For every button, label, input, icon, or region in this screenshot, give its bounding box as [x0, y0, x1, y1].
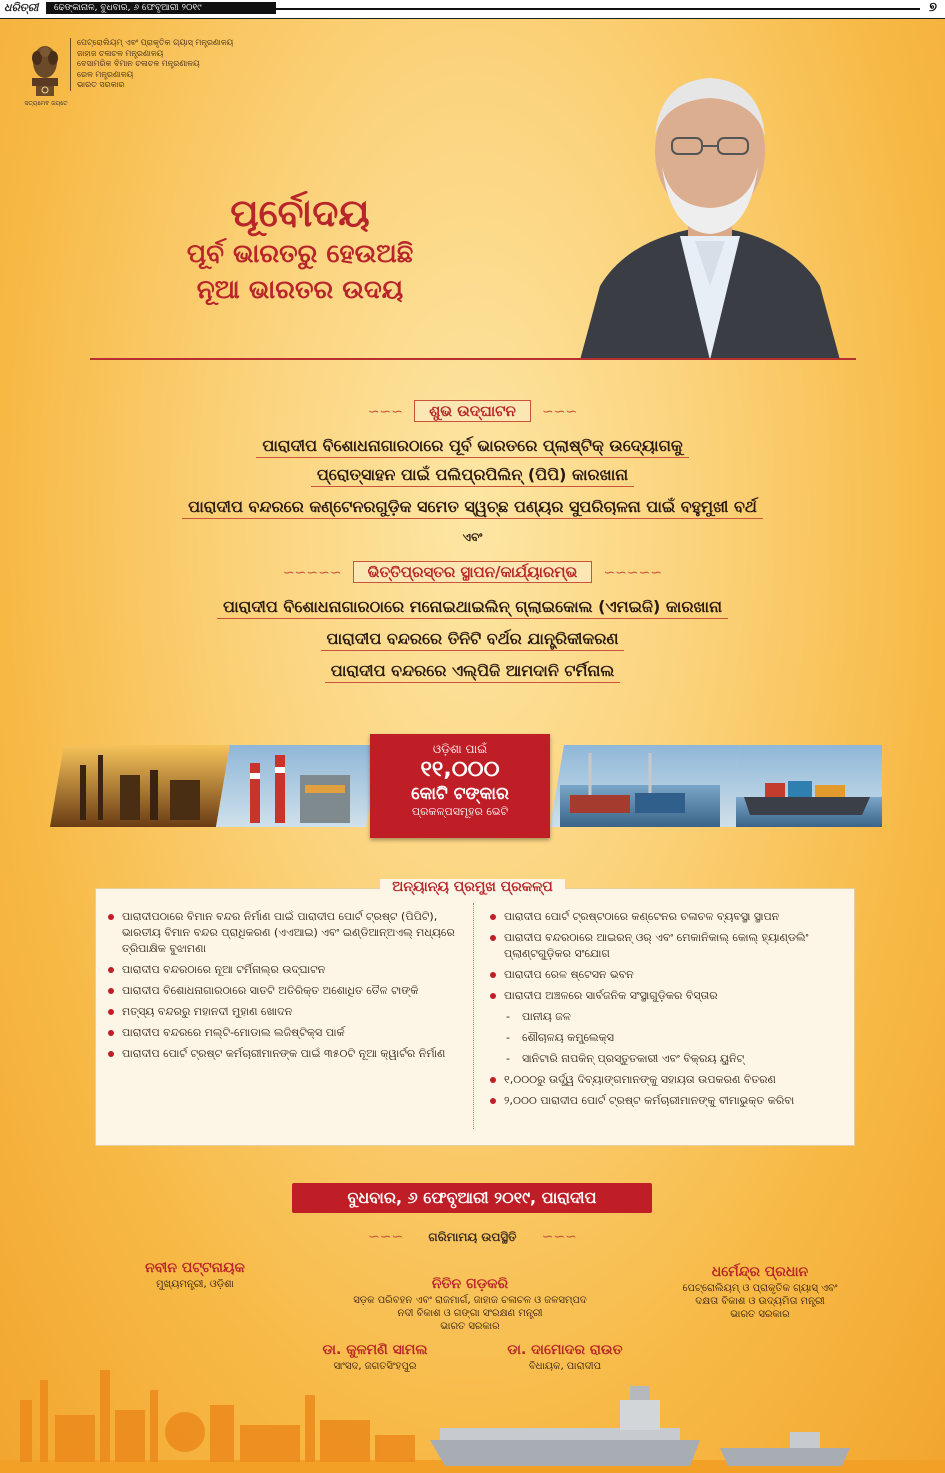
highlight-amount: ୧୧,୦୦୦ — [420, 757, 500, 782]
guest-card — [290, 1274, 650, 1333]
guest-role: ଭାରତ ସରକାର — [440, 1321, 500, 1332]
swirl-left-icon: ∽∽∽ — [367, 403, 404, 420]
guest-role: ଦକ୍ଷତା ବିକାଶ ଓ ଉଦ୍ୟମିତା ମନ୍ତ୍ରୀ — [695, 1296, 825, 1307]
guest-name: ଡା. କୁଳମଣି ସାମଲ — [322, 1342, 428, 1358]
inauguration-line-text: ପାରାଦୀପ ବନ୍ଦରରେ କଣ୍ଟେନରଗୁଡ଼ିକ ସମେତ ସ୍ୱଚ୍ଛ ପଣ୍ୟର ସୁପରିଚାଳନା ପାଇଁ ବହୁମୁଖୀ ବର୍ଥ — [182, 497, 763, 519]
headline-line-2: ପୂର୍ବ ଭାରତରୁ ହେଉଅଛି — [186, 239, 414, 269]
projects-right-column — [486, 909, 846, 1114]
list-item: ୧,୦୦୦ରୁ ଉର୍ଦ୍ଧ୍ୱ ଦିବ୍ୟାଙ୍ଗମାନଙ୍କୁ ସହାୟତା ଉପକରଣ ବିତରଣ — [486, 1072, 846, 1088]
dateline: ଢେଙ୍କାନାଳ, ବୁଧବାର, ୬ ଫେବୃଆରୀ ୨୦୧୯ — [46, 2, 276, 14]
dignitaries-heading — [0, 1226, 945, 1246]
prime-minister-photo — [560, 56, 860, 360]
highlight-line-1: ଓଡ଼ିଶା ପାଇଁ — [432, 742, 488, 756]
page-number: ୭ — [929, 0, 937, 15]
list-item: ପାରାଦୀପ ପୋର୍ଟ ଟ୍ରଷ୍ଟଠାରେ କଣ୍ଟେନର ଚଳାଚଳ ବ୍ୟବସ୍ଥା ସ୍ଥାପନ — [486, 909, 846, 925]
guest-role: ମୁଖ୍ୟମନ୍ତ୍ରୀ, ଓଡ଼ିଶା — [156, 1279, 234, 1290]
investment-highlight — [370, 734, 550, 838]
ministry-line: ପେଟ୍ରୋଲିୟମ୍ ଏବଂ ପ୍ରାକୃତିକ ଗ୍ୟାସ୍ ମନ୍ତ୍ରଣାଳୟ — [77, 38, 234, 47]
small-ship-icon — [720, 1432, 850, 1466]
foundation-line — [0, 597, 945, 617]
inauguration-label: ଶୁଭ ଉଦ୍‌ଘାଟନ — [414, 400, 531, 422]
chimney-plant-photo — [216, 745, 380, 827]
sub-list-item: - ଶୌଚାଳୟ କମ୍ପ୍ଲେକ୍ସ — [486, 1030, 846, 1046]
ministry-line: ଭାରତ ସରକାର — [77, 80, 125, 89]
foundation-line-text: ପାରାଦୀପ ବନ୍ଦରରେ ଏଲ୍‌ପିଜି ଆମଦାନି ଟର୍ମିନାଲ — [325, 661, 621, 683]
emblem-caption: ସତ୍ୟମେବ ଜୟତେ — [24, 100, 68, 107]
conjunction-and: ଏବଂ — [462, 530, 483, 544]
guest-role: ପେଟ୍ରୋଲିୟମ୍ ଓ ପ୍ରାକୃତିକ ଗ୍ୟାସ୍ ଏବଂ — [682, 1283, 838, 1294]
inauguration-heading — [0, 400, 945, 422]
projects-left-column — [104, 909, 464, 1067]
other-projects-label: ଅନ୍ୟାନ୍ୟ ପ୍ରମୁଖ ପ୍ରକଳ୍ପ — [380, 879, 564, 895]
list-item: ପାରାଦୀପ ପୋର୍ଟ ଟ୍ରଷ୍ଟ କର୍ମଚାରୀମାନଙ୍କ ପାଇଁ ୩୫୦ଟି ନୂଆ କ୍ୱାର୍ଟର ନିର୍ମାଣ — [104, 1046, 464, 1062]
ministries-list — [70, 38, 233, 91]
highlight-line-4: ପ୍ରକଳ୍ପସମୂହର ଭେଟି — [411, 805, 509, 818]
guest-name: ନବୀନ ପଟ୍ଟନାୟକ — [145, 1260, 245, 1276]
guest-name: ଡା. ଦାମୋଦର ରାଉତ — [507, 1342, 623, 1358]
industrial-skyline-illustration — [0, 1340, 945, 1473]
guest-name: ଧର୍ମେନ୍ଦ୍ର ପ୍ରଧାନ — [711, 1264, 809, 1280]
guest-card — [640, 1262, 880, 1321]
headline — [150, 190, 450, 308]
headline-line-3: ନୂଆ ଭାରତର ଉଦୟ — [196, 275, 404, 305]
list-item: ୨,୦୦୦ ପାରାଦୀପ ପୋର୍ଟ ଟ୍ରଷ୍ଟ କର୍ମଚାରୀମାନଙ୍କୁ ବୀମାଭୁକ୍ତ କରିବା — [486, 1093, 846, 1109]
list-item: ପାରାଦୀପ ବନ୍ଦରଠାରେ ଆଇରନ୍ ଓର୍ ଏବଂ ମେକାନିକାଲ୍ କୋଲ୍ ହ୍ୟାଣ୍ଡଲିଂ ପ୍ଲାଣ୍ଟଗୁଡ଼ିକର ସଂଯୋଗ — [486, 930, 846, 962]
inauguration-line — [0, 497, 945, 517]
foundation-line — [0, 661, 945, 681]
newspaper-logo: ଧରିତ୍ରୀ — [4, 1, 39, 14]
list-item: ମତ୍ସ୍ୟ ବନ୍ଦରରୁ ମହାନଦୀ ମୁହାଣ ଖୋଦନ — [104, 1004, 464, 1020]
inauguration-line — [0, 465, 945, 485]
guest-role: ସଡ଼କ ପରିବହନ ଏବଂ ରାଜମାର୍ଗ, ଜାହାଜ ଚଳାଚଳ ଓ ଜଳସମ୍ପଦ — [353, 1295, 587, 1306]
header-rule — [270, 8, 920, 10]
swirl-right-icon: ∽∽∽ — [541, 1228, 577, 1245]
guest-role: ଭାରତ ସରକାର — [730, 1309, 790, 1320]
cargo-ship-photo — [726, 745, 882, 827]
inauguration-line — [0, 436, 945, 456]
list-item: ପାରାଦୀପଠାରେ ବିମାନ ବନ୍ଦର ନିର୍ମାଣ ପାଇଁ ପାରାଦୀପ ପୋର୍ଟ ଟ୍ରଷ୍ଟ (ପିପିଟି), ଭାରତୀୟ ବିମାନ ବନ୍ଦର ପ୍ରାଧିକରଣ (ଏଏଆଇ) ଏବଂ ଇଣ୍ଡିଆନ୍‌ଅଏଲ୍ ମଧ୍ୟରେ ତ୍ରିପାକ୍ଷିକ ବୁଝାମଣା — [104, 909, 464, 957]
national-emblem-icon — [26, 38, 64, 100]
guest-role: ସାଂସଦ, ଜଗତସିଂହପୁର — [333, 1361, 417, 1372]
sub-list-item: - ସାନିଟାରି ନାପକିନ୍ ପ୍ରସ୍ତୁତକାରୀ ଏବଂ ବିକ୍ରୟ ୟୁନିଟ୍ — [486, 1051, 846, 1067]
sub-list-item: - ପାନୀୟ ଜଳ — [486, 1009, 846, 1025]
swirl-right-icon: ∽∽∽ — [541, 403, 578, 420]
guest-role: ନଦୀ ବିକାଶ ଓ ଗଙ୍ଗା ସଂରକ୍ଷଣ ମନ୍ତ୍ରୀ — [397, 1308, 543, 1319]
headline-main: ପୂର୍ବୋଦୟ — [230, 191, 370, 235]
other-projects-heading — [0, 876, 945, 895]
list-item: ପାରାଦୀପ ରେଳ ଷ୍ଟେସନ ଭବନ — [486, 967, 846, 983]
list-item: ପାରାଦୀପ ବନ୍ଦରରେ ମଲ୍ଟି-ମୋଡାଲ ଲଜିଷ୍ଟିକ୍ସ ପାର୍କ — [104, 1025, 464, 1041]
swirl-right-icon: ∽∽∽∽∽ — [603, 564, 663, 581]
section-divider — [90, 358, 856, 360]
inauguration-line-text: ପାରାଦୀପ ବିଶୋଧନାଗାରଠାରେ ପୂର୍ବ ଭାରତରେ ପ୍ଲାଷ୍ଟିକ୍ ଉଦ୍ୟୋଗକୁ — [256, 436, 688, 458]
dignitaries-label: ଗରିମାମୟ ଉପସ୍ଥିତି — [428, 1230, 517, 1244]
ministry-line: ବେସାମରିକ ବିମାନ ଚଳାଚଳ ମନ୍ତ୍ରଣାଳୟ — [77, 59, 200, 68]
other-projects-box — [95, 888, 855, 1146]
ministry-line: ରେଳ ମନ୍ତ୍ରଣାଳୟ — [77, 69, 134, 79]
foundation-line-text: ପାରାଦୀପ ବିଶୋଧନାଗାରଠାରେ ମନୋଇଥାଇଲିନ୍ ଗ୍ଲାଇକୋଲ (ଏମଇଜି) କାରଖାନା — [217, 597, 728, 619]
swirl-left-icon: ∽∽∽ — [368, 1228, 404, 1245]
tanker-ship-icon — [430, 1386, 700, 1466]
foundation-line — [0, 629, 945, 649]
guest-role: ବିଧାୟକ, ପାରାଦୀପ — [528, 1361, 602, 1372]
guest-card — [100, 1258, 290, 1291]
foundation-heading — [0, 561, 945, 583]
swirl-left-icon: ∽∽∽∽∽ — [282, 564, 342, 581]
list-item: ପାରାଦୀପ ଅଞ୍ଚଳରେ ସାର୍ବଜନିକ ସଂସ୍ଥାଗୁଡ଼ିକର ବିସ୍ତାର — [486, 988, 846, 1004]
inauguration-line-text: ପ୍ରୋତ୍ସାହନ ପାଇଁ ପଲିପ୍ରପିଲିନ୍ (ପିପି) କାରଖାନା — [311, 465, 634, 487]
foundation-line-text: ପାରାଦୀପ ବନ୍ଦରରେ ତିନିଟି ବର୍ଥର ଯାନ୍ତ୍ରିକୀକରଣ — [321, 629, 625, 651]
event-date-bar: ବୁଧବାର, ୬ ଫେବୃଆରୀ ୨୦୧୯, ପାରାଦୀପ — [292, 1183, 652, 1213]
column-divider — [473, 903, 474, 1129]
highlight-unit: କୋଟି ଟଙ୍କାର — [411, 784, 509, 804]
list-item: ପାରାଦୀପ ବିଶୋଧନାଗାରଠାରେ ସାତଟି ଅତିରିକ୍ତ ଅଶୋଧିତ ତୈଳ ଟାଙ୍କି — [104, 983, 464, 999]
foundation-label: ଭିତ୍ତିପ୍ରସ୍ତର ସ୍ଥାପନ/କାର୍ଯ୍ୟାରମ୍ଭ — [353, 561, 593, 583]
ministry-line: ଜାହାଜ ଚଳାଚଳ ମନ୍ତ୍ରଣାଳୟ — [77, 48, 164, 58]
list-item: ପାରାଦୀପ ବନ୍ଦରଠାରେ ନୂଆ ଟର୍ମିନାଲ୍‌ର ଉଦ୍‌ଘାଟନ — [104, 962, 464, 978]
refinery-photo — [50, 745, 230, 827]
newspaper-header — [0, 0, 945, 19]
container-port-photo — [550, 745, 740, 827]
guest-name: ନିତିନ ଗଡ଼କରି — [431, 1276, 509, 1292]
